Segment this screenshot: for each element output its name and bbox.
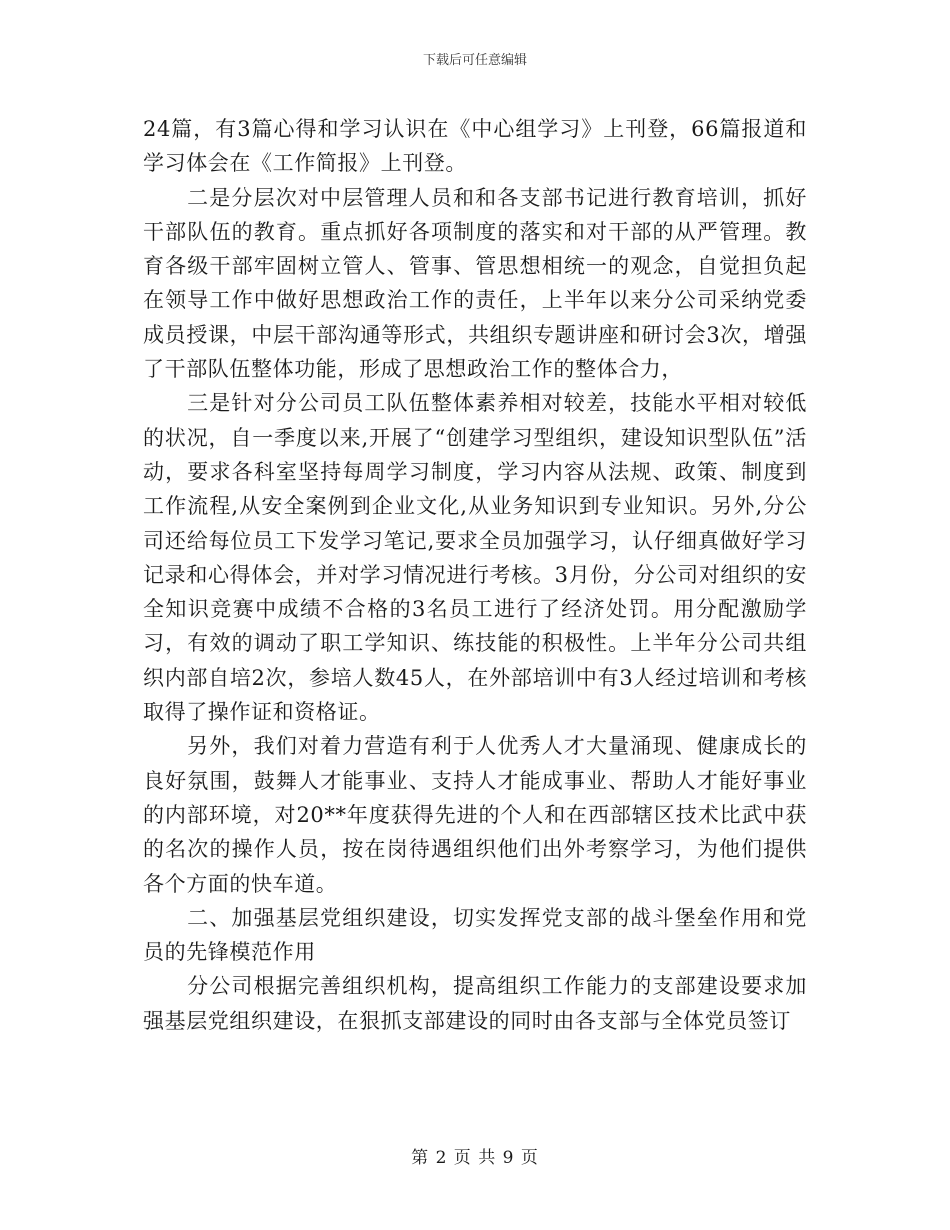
paragraph-1: 24篇，有3篇心得和学习认识在《中心组学习》上刊登，66篇报道和学习体会在《工作简报》上刊登。 <box>143 117 807 176</box>
page-number-footer: 第 2 页 共 9 页 <box>411 1148 539 1168</box>
section-heading: 二、加强基层党组织建设，切实发挥党支部的战斗堡垒作用和党员的先锋模范作用 <box>143 905 807 965</box>
paragraph-4: 另外，我们对着力营造有利于人优秀人才大量涌现、健康成长的良好氛围，鼓舞人才能事业、支持人才能成事业、帮助人才能好事业的内部环境，对20**年度获得先进的个人和在西部辖区技术比武中获的名次的操作人员，按在岗待遇组织他们出外考察学习，为他们提供各个方面的快车道。 <box>143 734 807 896</box>
paragraph-2: 二是分层次对中层管理人员和和各支部书记进行教育培训，抓好干部队伍的教育。重点抓好各项制度的落实和对干部的从严管理。教育各级干部牢固树立管人、管事、管思想相统一的观念，自觉担负起在领导工作中做好思想政治工作的责任，上半年以来分公司采纳党委成员授课，中层干部沟通等形式，共组织专题讲座和研讨会3次，增强了干部队伍整体功能，形成了思想政治工作的整体合力， <box>143 185 807 382</box>
document-body <box>143 112 807 1038</box>
paragraph-5: 分公司根据完善组织机构，提高组织工作能力的支部建设要求加强基层党组织建设，在狠抓支部建设的同时由各支部与全体党员签订 <box>143 974 807 1033</box>
page-header: 下载后可任意编辑 <box>422 53 527 68</box>
paragraph-3: 三是针对分公司员工队伍整体素养相对较差，技能水平相对较低的状况，自一季度以来,开展了“创建学习型组织，建设知识型队伍”活动，要求各科室坚持每周学习制度，学习内容从法规、政策、制度到工作流程,从安全案例到企业文化,从业务知识到专业知识。另外,分公司还给每位员工下发学习笔记,要求全员加强学习，认仔细真做好学习记录和心得体会，并对学习情况进行考核。3月份，分公司对组织的安全知识竞赛中成绩不合格的3名员工进行了经济处罚。用分配激励学习，有效的调动了职工学知识、练技能的积极性。上半年分公司共组织内部自培2次，参培人数45人，在外部培训中有3人经过培训和考核取得了操作证和资格证。 <box>143 391 807 725</box>
